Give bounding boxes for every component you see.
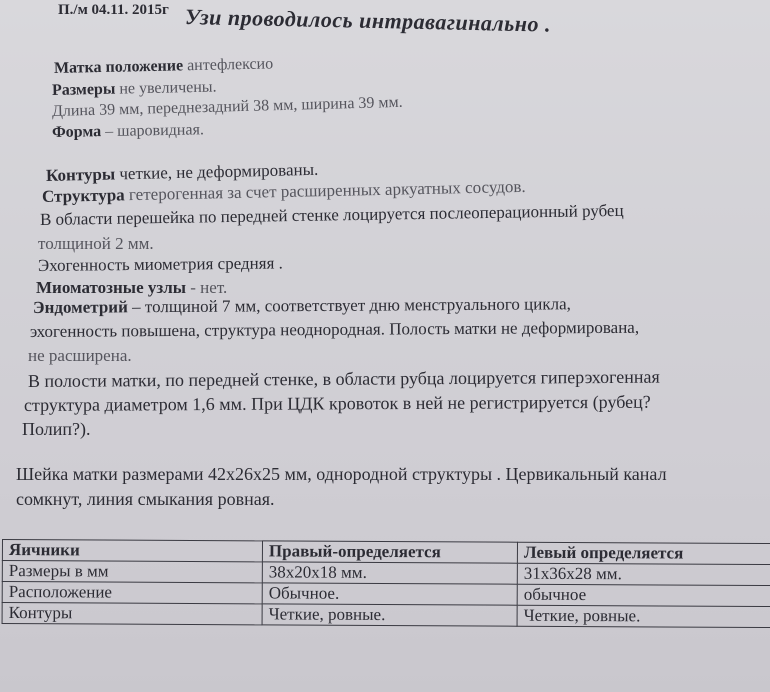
table-cell: Четкие, ровные.: [262, 604, 517, 626]
report-title: Узи проводилось интравагинально .: [184, 4, 552, 37]
table-header-cell: Левый определяется: [517, 542, 770, 564]
endometrium-line-1: [33, 294, 571, 318]
uterus-shape-value: – шаровидная.: [105, 121, 205, 141]
ovaries-table: [2, 539, 770, 628]
uterus-shape-line: [52, 121, 204, 142]
table-cell: 38х20х18 мм.: [262, 562, 517, 584]
table-header-cell: Яичники: [2, 540, 262, 562]
table-header-cell: Правый-определяется: [262, 541, 517, 563]
uterus-shape-label: Форма: [51, 123, 102, 141]
scar-line-2: толщиной 2 мм.: [38, 234, 154, 253]
cavity-line-3: Полип?).: [22, 419, 91, 439]
myometrium-echogenicity: Эхогенность миометрия средняя .: [37, 253, 283, 275]
cervix-line-1: Шейка матки размерами 42х26х25 мм, однородной структуры . Цервикальный канал: [16, 464, 667, 484]
table-cell: Расположение: [2, 582, 262, 604]
uterus-size-value: не увеличены.: [119, 78, 217, 98]
table-cell: Четкие, ровные.: [517, 605, 770, 627]
structure-label: Структура: [41, 185, 125, 206]
endometrium-line-3: не расширена.: [28, 346, 132, 365]
uterus-position-line: [54, 55, 274, 78]
cavity-line-1: В полости матки, по передней стенке, в области рубца лоцируется гиперэхогенная: [27, 366, 660, 391]
fibroids-line: [36, 278, 227, 298]
contours-label: Контуры: [45, 164, 116, 185]
uterus-size-label: Размеры: [51, 80, 116, 99]
table-cell: Обычное.: [262, 583, 517, 605]
uterus-size-line: [52, 79, 217, 100]
fibroids-label: Миоматозные узлы: [36, 278, 187, 297]
scar-line-1: В области перешейка по передней стенке лоцируется послеоперационный рубец: [39, 200, 624, 229]
endometrium-line-2: эхогенность повышена, структура неоднородная. Полость матки не деформирована,: [29, 317, 640, 341]
endometrium-value: – толщиной 7 мм, соответствует дню менструального цикла,: [132, 294, 571, 317]
table-cell: Размеры в мм: [2, 561, 262, 583]
uterus-position-label: Матка положение: [53, 57, 184, 77]
cavity-line-2: структура диаметром 1,6 мм. При ЦДК кровоток в ней не регистрируется (рубец?: [23, 391, 651, 415]
cervix-line-2: сомкнут, линия смыкания ровная.: [16, 489, 275, 509]
fibroids-value: - нет.: [190, 278, 228, 297]
uterus-position-value: антефлексио: [186, 55, 274, 75]
structure-value: гетерогенная за счет расширенных аркуатных сосудов.: [128, 176, 526, 205]
report-date: П./м 04.11. 2015г: [58, 2, 169, 18]
table-cell: Контуры: [2, 603, 262, 625]
table-row: [2, 603, 770, 628]
uterus-dimensions: Длина 39 мм, переднезадний 38 мм, ширина 39 мм.: [51, 93, 403, 120]
endometrium-label: Эндометрий: [32, 297, 128, 317]
contours-value: четкие, не деформированы.: [119, 159, 319, 184]
table-cell: обычное: [517, 584, 770, 606]
table-cell: 31х36х28 мм.: [517, 563, 770, 585]
